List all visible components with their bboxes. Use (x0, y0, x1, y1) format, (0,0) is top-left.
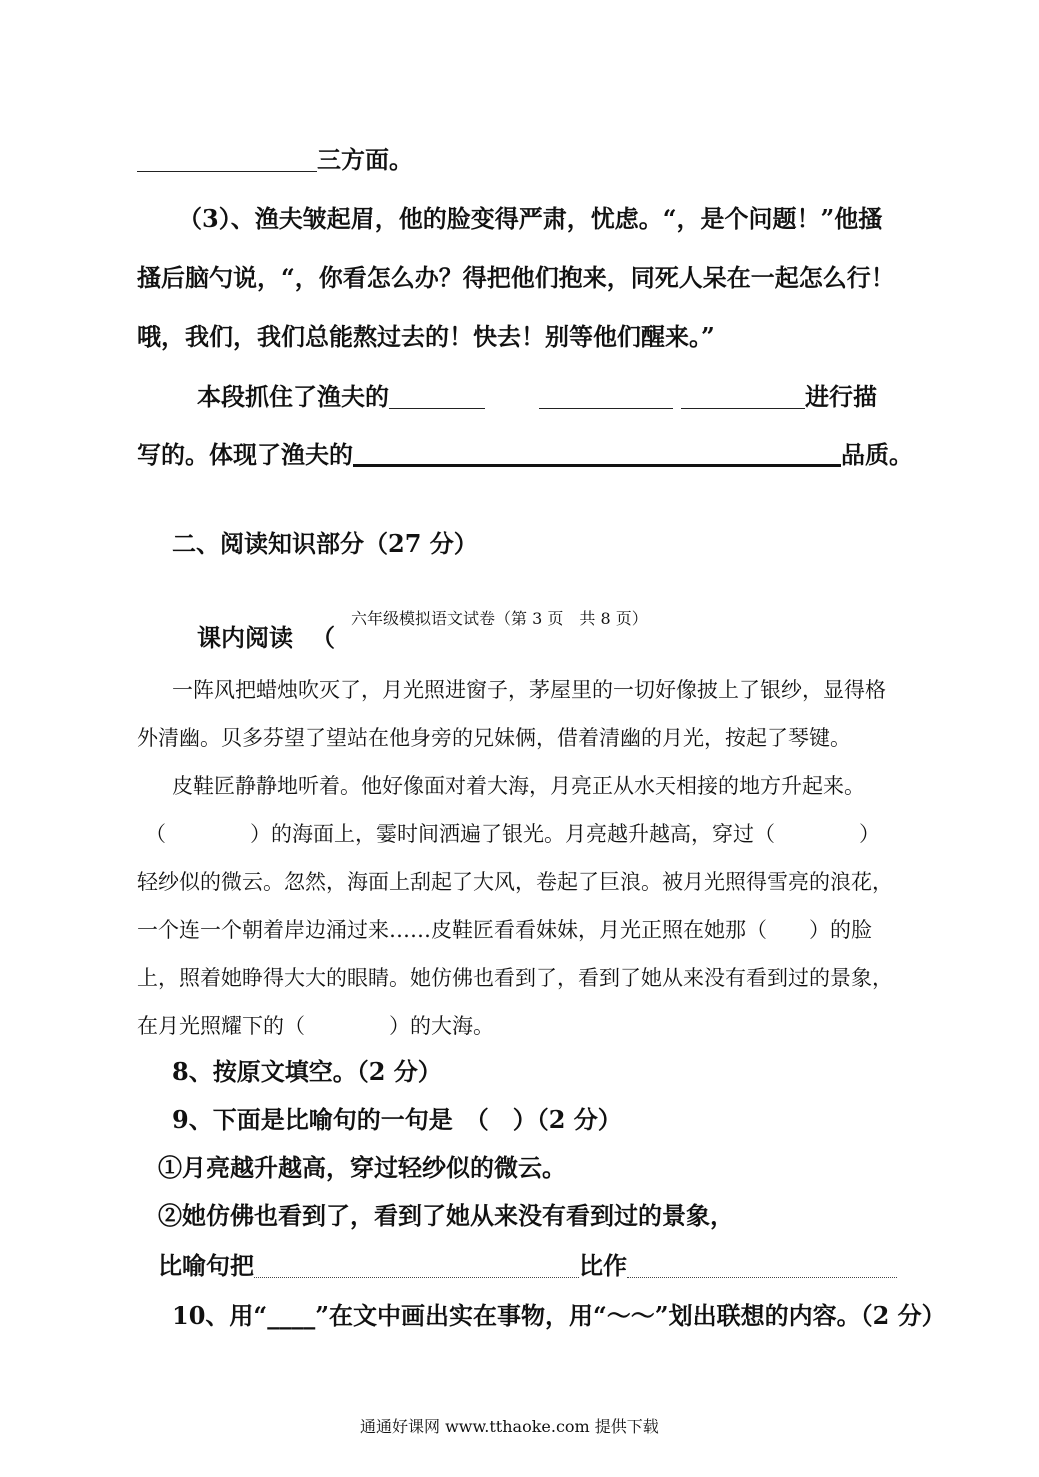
question-8: 8、按原文填空。（2 分） (172, 1057, 442, 1086)
fill-text: 本段抓住了渔夫的 (197, 382, 389, 411)
q9-fill-line (158, 1246, 897, 1281)
fill-text: 品质。 (841, 440, 913, 469)
fill-line-2 (137, 435, 913, 470)
q3-line-2: 搔后脑勺说，“，你看怎么办？得把他们抱来，同死人呆在一起怎么行！ (137, 263, 895, 292)
answer-blank[interactable] (539, 386, 673, 409)
subtitle-paren: （ (311, 623, 335, 652)
fill-text: 进行描 (805, 382, 877, 411)
footer: 通通好课网 www.tthaoke.com 提供下载 (360, 1417, 659, 1436)
passage-line: 在月光照耀下的（ ）的大海。 (137, 1014, 494, 1038)
fill-line-1 (197, 377, 877, 412)
line-text: 三方面。 (317, 145, 413, 174)
q3-line-3: 哦，我们，我们总能熬过去的！快去！别等他们醒来。” (137, 322, 715, 351)
passage-line: （ ）的海面上，霎时间洒遍了银光。月亮越升越高，穿过（ ） (145, 822, 880, 846)
q-continuation-line (137, 140, 413, 175)
answer-blank[interactable] (681, 386, 805, 409)
answer-blank[interactable] (389, 386, 485, 409)
passage-line: 皮鞋匠静静地听着。他好像面对着大海，月亮正从水天相接的地方升起来。 (172, 774, 865, 798)
q9-option-2: ②她仿佛也看到了，看到了她从来没有看到过的景象， (158, 1201, 734, 1230)
question-10: 10、用“____”在文中画出实在事物，用“～～”划出联想的内容。（2 分） (172, 1301, 946, 1330)
answer-blank[interactable] (137, 149, 317, 172)
fill-text: 比喻句把 (158, 1251, 254, 1280)
q3-line-1: （3）、渔夫皱起眉，他的脸变得严肃，忧虑。“，是个问题！”他搔 (178, 204, 883, 233)
fill-text: 写的。体现了渔夫的 (137, 440, 353, 469)
answer-blank[interactable] (254, 1255, 579, 1278)
passage-line: 一阵风把蜡烛吹灭了，月光照进窗子，茅屋里的一切好像披上了银纱，显得格 (172, 678, 886, 702)
passage-line: 外清幽。贝多芬望了望站在他身旁的兄妹俩，借着清幽的月光，按起了琴键。 (137, 726, 851, 750)
section-title: 二、阅读知识部分（27 分） (172, 529, 478, 558)
passage-line: 一个连一个朝着岸边涌过来……皮鞋匠看看妹妹，月光正照在她那（ ）的脸 (137, 918, 872, 942)
subtitle (197, 618, 335, 653)
passage-line: 轻纱似的微云。忽然，海面上刮起了大风，卷起了巨浪。被月光照得雪亮的浪花， (137, 870, 893, 894)
answer-blank[interactable] (627, 1255, 897, 1278)
q9-option-1: ①月亮越升越高，穿过轻纱似的微云。 (158, 1153, 566, 1182)
question-9: 9、下面是比喻句的一句是 （ ）（2 分） (172, 1105, 622, 1134)
fill-text: 比作 (579, 1251, 627, 1280)
answer-blank[interactable] (353, 442, 841, 467)
page-header: 六年级模拟语文试卷（第 3 页 共 8 页） (347, 606, 652, 629)
subtitle-text: 课内阅读 (197, 623, 293, 652)
passage-line: 上，照着她睁得大大的眼睛。她仿佛也看到了，看到了她从来没有看到过的景象， (137, 966, 893, 990)
